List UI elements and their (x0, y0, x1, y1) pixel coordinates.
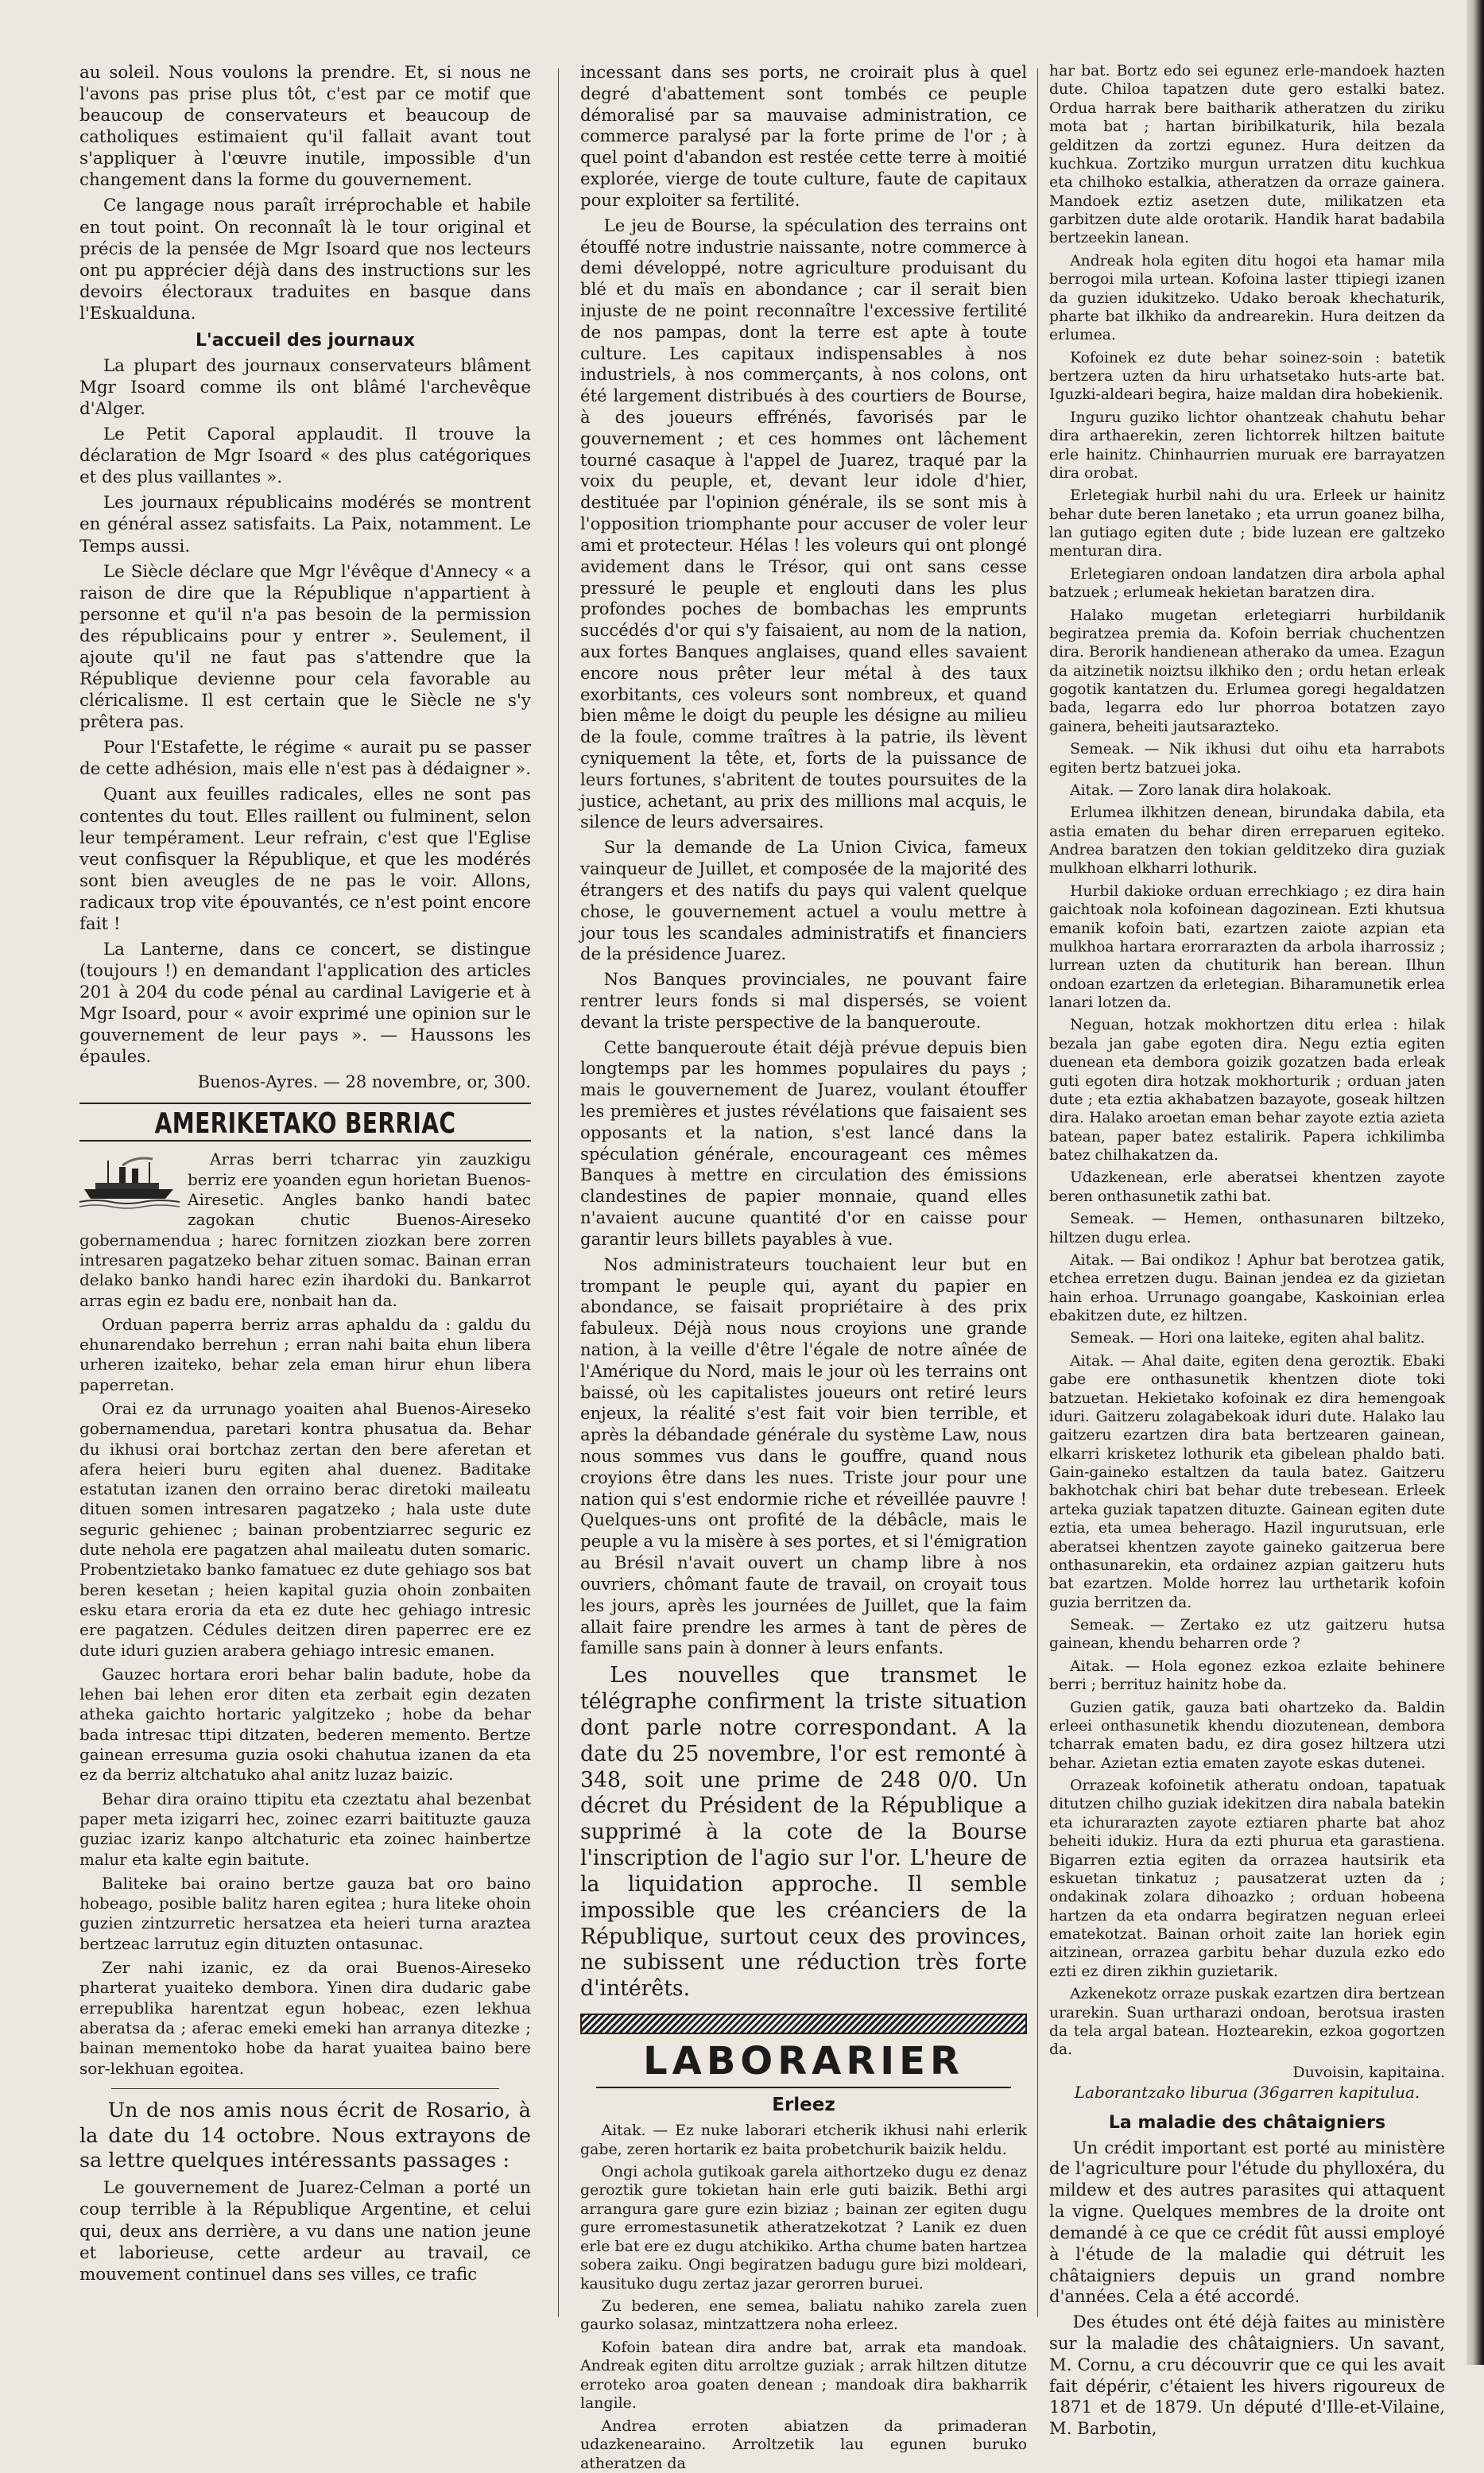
article-paragraph: Un de nos amis nous écrit de Rosario, à la date du 14 octobre. Nous extrayons de sa lettre quelques intéressants passages : (79, 2099, 531, 2173)
author-signature: Duvoisin, kapitaina. (1292, 2063, 1445, 2081)
article-paragraph: Orai ez da urrunago yoaiten ahal Buenos-Aireseko gobernamendua, paretari kontra phusatua da. Behar du ikhusi orai bortchaz zertan den bere aferetan et afera heieri buru egiten ahal duenez. Baditake estatutan izanen den orraino berac diretoki maileatu dituen somen intresaren pagatzeko ; hala uste dute seguric gehienec ; bainan probentziarrec seguric ez dute nehola ere pagatzen ahal maileatu duten somaric. Probentzietako banko famatuec ez dute gehiago sos bat beren kesetan ; heien kapital guzia ohoin zonbaiten esku etara eroria da eta ez dute hec gehiago intresic ere pagatzen. Cédules deitzen diren paperrec ere ez dute iduri guzien arabera gehiago intresic emanen. (79, 1399, 531, 1660)
article-paragraph: incessant dans ses ports, ne croirait plus à quel degré d'abattement sont tombés ce peuple démoralisé par sa mauvaise administration, ce commerce paralysé par la forte prime de l'or ; à quel point d'abandon est restée cette terre à moitié explorée, vierge de toute culture, faute de capitaux pour exploiter sa fertilité. (580, 62, 1027, 210)
dateline: Buenos-Ayres. — 28 novembre, or, 300. (197, 1072, 531, 1092)
article-paragraph: Halako mugetan erletegiarri hurbildanik begiratzea premia da. Kofoin berriak chuchentzen dira. Berorik handienean atherako da umea. Ezagun da aitzinetik noiztsu ilkhiko den ; ordu hetan erleak gogotik kantatzen du. Erlumea goregi hegaldatzen bada, legarra edo lur phorroa botatzen zayo gainera, beheiti jautsarazteko. (1049, 607, 1445, 735)
article-paragraph: Semeak. — Nik ikhusi dut oihu eta harrabots egiten bertz batzuei joka. (1049, 741, 1445, 777)
article-paragraph: Aitak. — Hola egonez ezkoa ezlaite behinere berri ; berrituz hainitz hobe da. (1049, 1657, 1445, 1694)
article-paragraph: Erletegiaren ondoan landatzen dira arbola aphal batzuek ; erlumeak hekietan baratzen dira. (1049, 565, 1445, 602)
article-paragraph: Udazkenean, erle aberatsei khentzen zayote beren onthasunetik zathi bat. (1049, 1169, 1445, 1205)
article-paragraph: Kofoin batean dira andre bat, arrak eta mandoak. Andreak egiten ditu arroltze guziak ; arrak hiltzen ditutze erroteko aroa goaten denean ; mandoak dira bakharrik langile. (580, 2338, 1027, 2413)
article-paragraph: Arras berri tcharrac yin zauzkigu berriz ere yoanden egun horietan Buenos-Airesetic. Angles banko handi batec zagokan chutic Buenos-Aireseko gobernamendua ; harec fornitzen ziozkan bere zorren intresaren pagatzeko behar zituen somac. Bainan erran delako banko handi harec ezin ihardoki du. Bankarrot arras egin ez badu ere, nonbait han da. (79, 1149, 531, 1310)
article-paragraph: Gauzec hortara erori behar balin badute, hobe da lehen bai lehen eror diten eta zerbait egin dezaten atheka gaichto hortaric yalgitzeko ; hobe da behar bada intresac ttipi ditzaten, bederen memento. Bertze gainean erresuma guzia osoki chahutua izanen da eta ez da berriz altchatuko ahal anitz luzaz baizic. (79, 1664, 531, 1785)
article-paragraph: Nos administrateurs touchaient leur but en trompant le peuple qui, ayant du papier en abondance, se faisait propriétaire à des prix fabuleux. Déjà nous nous croyions une grande nation, à la veille d'être l'égale de notre aînée de l'Amérique du Nord, mais le jour où les terrains ont baissé, où les capitalistes joueurs ont retiré leurs enjeux, la réalité s'est fait voir bien terrible, et après la débandade générale du système Law, nous nous sommes vus dans le gouffre, quand nous croyions être dans les nues. Triste jour pour une nation qui s'est endormie riche et réveillée pauvre ! Quelques-uns ont profité de la débâcle, mais le peuple a vu la misère à ses portes, et si l'émigration au Brésil n'avait ouvert un champ libre à nos ouvriers, chômant faute de travail, on croyait tous les jours, après les journées de Juillet, que la faim allait faire prendre les armes à tant de pères de famille sans pain à donner à leurs enfants. (580, 1254, 1027, 1658)
article-paragraph: Orduan paperra berriz arras aphaldu da : galdu du ehunarendako berrehun ; erran nahi baita ehun libera urheren izaiteko, behar zela eman hirur ehun libera paperretan. (79, 1314, 531, 1394)
article-paragraph: Andrea erroten abiatzen da primaderan udazkenearaino. Arroltzetik lau egunen buruko atheratzen da (580, 2417, 1027, 2472)
article-paragraph: La plupart des journaux conservateurs blâment Mgr Isoard comme ils ont blâmé l'archevêque d'Alger. (79, 355, 531, 420)
section-subtitle: Erleez (772, 2095, 835, 2116)
article-paragraph: Les nouvelles que transmet le télégraphe confirment la triste situation dont parle notre correspondant. A la date du 25 novembre, l'or est remonté à 348, soit une prime de 248 0/0. Un décret du Président de la République a supprimé à la cote de la Bourse l'inscription de l'agio sur l'or. L'heure de la liquidation approche. Il semble impossible que les créanciers de la République, surtout ceux des provinces, ne subissent une réduction très forte d'intérêts. (580, 1663, 1027, 2002)
article-paragraph: Guzien gatik, gauza bati ohartzeko da. Baldin erleei onthasunetik khendu diozutenean, dembora tcharrak ematen badu, ez dira gosez hiltzera utzi behar. Azietan eztia ematen zayote eskas dutenei. (1049, 1699, 1445, 1772)
section-header (79, 1103, 531, 1142)
article-paragraph: Ongi achola gutikoak garela aithortzeko dugu ez denaz geroztik gure tokietan hain erle guti baizik. Bethi argi arrangura gare gure ezin biziaz ; bainan zer egiten dugu gure erromestasunetik atheratzekotzat ? Lanik ez duen erle bat ere ez dugu atchikiko. Artha chume baten hartzea sobera zaiku. Ongi begiratzen badugu gure bizi moldeari, kausituko dugu zertaz jazar gerorren buruei. (580, 2162, 1027, 2293)
column-rule (558, 68, 559, 2317)
article-paragraph: Azkenekotz orraze puskak ezartzen dira bertzean urarekin. Suan urtharazi ondoan, berotsua irasten da tela argal batean. Hoztearekin, ezkoa gogortzen da. (1049, 1986, 1445, 2059)
article-paragraph: Semeak. — Hori ona laiteke, egiten ahal balitz. (1070, 1330, 1425, 1347)
article-paragraph: Les journaux républicains modérés se montrent en général assez satisfaits. La Paix, notamment. Le Temps aussi. (79, 493, 531, 556)
article-paragraph: Le Siècle déclare que Mgr l'évêque d'Annecy « a raison de dire que la République n'appartient à personne et qu'il n'a pas besoin de la permission des républicains pour y entrer ». Seulement, il ajoute qu'il ne faut pas s'attendre que la République devienne pour cela favorable au cléricalisme. Il est certain que le Siècle ne s'y prêtera pas. (79, 561, 531, 733)
article-paragraph: Erlumea ilkhitzen denean, birundaka dabila, eta astia ematen du behar diren erreparuen egiteko. Andrea baratzen den tokian gelditzeko dira guziak mulkhoan elkharri lothurik. (1049, 804, 1445, 878)
article-paragraph: Semeak. — Hemen, onthasunaren biltzeko, hiltzen dugu erlea. (1049, 1211, 1445, 1246)
divider (596, 2087, 1011, 2088)
article-paragraph: Aitak. — Bai ondikoz ! Aphur bat berotzea gatik, etchea erretzen dugu. Bainan jendea ez da gizietan hain erhoa. Urrunago goangabe, Kaskoinian erlea ebakitzen dute, ez hiltzen. (1049, 1251, 1445, 1324)
article-paragraph: Behar dira oraino ttipitu eta czeztatu ahal bezenbat paper meta izigarri hec, zoinec ezarri baitituzte gauza guziac izariz kanpo altchaturic eta zoinec hainbertze malur eta kalte egin baitute. (79, 1789, 531, 1869)
article-paragraph: Neguan, hotzak mokhortzen ditu erlea : hilak bezala jan gabe egoten dira. Negu eztia egiten duenean eta dembora goizik gozatzen bada erleak guti egoten dira hotzak mokhorturik ; orduan jaten dute ; eta eztia akhabatzen bazayote, goseak hiltzen dira. Halako aroetan eman behar zayote eztia azieta batean, paper batez estalirik. Papera ichkilimba batez chilhakatzen da. (1049, 1017, 1445, 1164)
divider (111, 2088, 499, 2090)
article-paragraph: Le Petit Caporal applaudit. Il trouve la déclaration de Mgr Isoard « des plus catégoriques et des plus vaillantes ». (79, 424, 531, 488)
article-paragraph: Sur la demande de La Union Civica, fameux vainqueur de Juillet, et composée de la majorité des étrangers et des natifs du pays qui valent quelque chose, le gouvernement actuel a voulu mettre à jour tous les scandales administratifs et financiers de la présidence Juarez. (580, 837, 1027, 964)
article-paragraph: Cette banqueroute était déjà prévue depuis bien longtemps par les hommes populaires du pays ; mais le gouvernement de Juarez, voulant étouffer les premières et justes révélations que faisaient ses opposants et la nation, s'est lancé dans la spéculation générale, encourageant ces mêmes Banques à mettre en circulation des émissions clandestines de papier monnaie, quand elles n'avaient aucune quantité d'or en caisse pour garantir leurs billets payables à vue. (580, 1037, 1027, 1249)
article-paragraph: Kofoinek ez dute behar soinez-soin : batetik bertzera uzten da hiru urhatsetako huts-arte bat. Iguzki-aldeari begira, haize maldan dira hobekienik. (1049, 349, 1445, 404)
hatched-banner (580, 2014, 1027, 2034)
article-paragraph: Semeak. — Zertako ez utz gaitzeru hutsa gainean, khendu beharren orde ? (1049, 1617, 1445, 1653)
article-paragraph: Aitak. — Ez nuke laborari etcherik ikhusi nahi erlerik gabe, zeren hortarik ez baita probetchurik baizik heldu. (580, 2122, 1027, 2158)
section-heading: L'accueil des journaux (196, 330, 415, 351)
article-paragraph: La Lanterne, dans ce concert, se distingue (toujours !) en demandant l'application des articles 201 à 204 du code pénal au cardinal Lavigerie et à Mgr Isoard, pour « avoir exprimé une opinion sur le gouvernement de leur pays ». — Haussons les épaules. (79, 939, 531, 1068)
section-heading: La maladie des châtaigniers (1108, 2112, 1386, 2133)
article-paragraph: Zer nahi izanic, ez da orai Buenos-Aireseko pharterat yuaiteko dembora. Yinen dira dudaric gabe errepublika harentzat egun hobeac, ezen lekhua aberatsa da ; aferac emeki emeki han arranya ditezke ; bainan mementoko hobe da harat yuaitea baino bere sor-lekhuan egoitea. (79, 1958, 531, 2078)
article-paragraph: Des études ont été déjà faites au ministère sur la maladie des châtaigniers. Un savant, M. Cornu, a cru découvrir que ce qui les avait fait dépérir, c'étaient les hivers rigoureux de 1871 et de 1879. Un député d'Ille-et-Vilaine, M. Barbotin, (1049, 2312, 1445, 2439)
article-paragraph: Andreak hola egiten ditu hogoi eta hamar mila berrogoi mila urtean. Kofoina laster ttipiegi izanen da guzien idukitzeko. Udako beroak khechaturik, pharte bat ilkhiko da andrearekin. Hura deitzen da erlumea. (1049, 252, 1445, 344)
section-title: LABORARIER (643, 2039, 964, 2084)
page-binding-edge (1467, 0, 1484, 2365)
column-rule (1037, 68, 1038, 2317)
article-paragraph: Inguru guziko lichtor ohantzeak chahutu behar dira arthaerekin, zeren lichtorrek hiltzen baitute erle hainitz. Chinhaurrien muruak ere barrayatzen dira orobat. (1049, 409, 1445, 482)
article-paragraph: Erletegiak hurbil nahi du ura. Erleek ur hainitz behar dute beren lanetako ; eta urrun goanez bilha, lan gutiago egiten dute ; bide luzean ere galtzeko menturan dira. (1049, 487, 1445, 560)
article-paragraph: Orrazeak kofoinetik atheratu ondoan, tapatuak ditutzen chilho guziak idekitzen dira nabala batekin eta ichurarazten zayote eztiaren pharte bat ahoz beheiti idukiz. Hura da ezti phurua eta garastiena. Bigarren eztia egiten da orrazea hautsirik eta eskuetan tinkatuz ; pausatzerat uzten da ; ondakinak zolara dihoazko ; orduan hobeena hartzen da eta ondarra begiratzen neguan erleei ematekotzat. Bainan orhoit zaite lan horiek egin aitzinean, orrazea garbitu behar duzula ezko edo ezti ez diren zikhin guzietarik. (1049, 1777, 1445, 1980)
article-paragraph: har bat. Bortz edo sei egunez erle-mandoek hazten dute. Chiloa tapatzen dute gero estalki batez. Ordua harrak bere baitharik atheratzen du ziriku mota bat ; hartan biribilkaturik, hila bezala gelditzen da zortzi egunez. Hura deitzen da kuchkua. Zortziko murgun urratzen ditu kuchkua eta chilhoko estalkia, atheratzen da orraze gainera. Mandoek eztiz asetzen dute, milikatzen eta garbitzen dute alde orotarik. Handik harat badabila bertzeekin lanean. (1049, 63, 1445, 247)
article-paragraph: Zu bederen, ene semea, baliatu nahiko zarela zuen gaurko solasaz, mintzattzera noha erleez. (580, 2297, 1027, 2334)
article-paragraph: Baliteke bai oraino bertze gauza bat oro baino hobeago, posible balitz haren egitea ; hura liteke ohoin guzien zintzurretic hersatzea eta heieri turna araztea bertzeac larrutuz egin dituzten ontasunac. (79, 1873, 531, 1953)
article-paragraph: au soleil. Nous voulons la prendre. Et, si nous ne l'avons pas prise plus tôt, c'est par ce motif que beaucoup de conservateurs et beaucoup de catholiques estimaient qu'il fallait avant tout s'appliquer à l'œuvre inutile, impossible d'un changement dans la forme du gouvernement. (79, 63, 531, 191)
article-paragraph: Pour l'Estafette, le régime « aurait pu se passer de cette adhésion, mais elle n'est pas à dédaigner ». (79, 738, 531, 780)
source-citation: Laborantzako liburua (36garren kapitulua. (1074, 2082, 1420, 2102)
article-paragraph: Aitak. — Zoro lanak dira holakoak. (1070, 781, 1332, 799)
section-header (580, 2014, 1027, 2088)
article-paragraph: Nos Banques provinciales, ne pouvant faire rentrer leurs fonds si mal dispersés, se voient devant la triste perspective de la banqueroute. (580, 969, 1027, 1032)
article-paragraph: Ce langage nous paraît irréprochable et habile en tout point. On reconnaît là le tour original et précis de la pensée de Mgr Isoard que nos lecteurs ont pu apprécier déjà dans des instructions sur les devoirs électoraux traduites en basque dans l'Eskualduna. (79, 196, 531, 324)
steamship-icon (79, 1154, 180, 1210)
article-paragraph: Quant aux feuilles radicales, elles ne sont pas contentes du tout. Elles raillent ou fulminent, selon leur tempérament. Leur refrain, c'est que l'Eglise veut confisquer la République, et que les modérés sont bien aveugles de ne pas le voir. Allons, radicaux trop vite épouvantés, ce n'est point encore fait ! (79, 785, 531, 934)
article-paragraph: Le gouvernement de Juarez-Celman a porté un coup terrible à la République Argentine, et celui qui, deux ans derrière, a vu dans une nation jeune et laborieuse, cette ardeur au travail, ce mouvement continuel dans ses villes, ce trafic (79, 2178, 531, 2285)
article-paragraph: Hurbil dakioke orduan errechkiago ; ez dira hain gaichtoak nola kofoinean dagozinean. Ezti khutsua emanik kofoin bati, ezartzen zaiote azpian eta mulkhoa hartara erorrarazten da arbola iharrossiz ; lurrean uzten da chutiturik han berean. Ilhun ondoan ezartzen da erletegian. Biharamunetik erlea lanari lotzen da. (1049, 882, 1445, 1011)
column-1 (79, 62, 531, 2333)
divider (79, 1140, 531, 1142)
article-paragraph: Le jeu de Bourse, la spéculation des terrains ont étouffé notre industrie naissante, notre commerce à demi développé, notre agriculture produisant du blé et du maïs en abondance ; car il serait bien injuste de ne point reconnaître l'excessive fertilité de nos pampas, dont la terre est apte à toute culture. Les capitaux indispensables à nos industriels, à nos commerçants, à nos colons, ont été largement distribués à des courtiers de Bourse, à des joueurs effrénés, favorisés par le gouvernement ; et ces hommes ont lâchement tourné casaque à l'appel de Juarez, traqué par la voix du peuple, et, devant leur idole d'hier, destituée par l'opinion générale, ils se sont mis à l'opposition triomphante pour accuser de voler leur ami et protecteur. Hélas ! les voleurs qui ont plongé avidement dans le Trésor, qui ont sans cesse pressuré le peuple et englouti dans les plus profondes poches de bombachas les emprunts succédés d'or qui s'y faisaient, au nom de la nation, aux fortes Banques anglaises, quand elles savaient encore nous prêter leur métal à des taux exorbitants, ces voleurs sont nombreux, et quand bien même le doigt du peuple les désigne au milieu de la foule, comme traîtres à la patrie, ils lèvent cyniquement la tête, et, forts de la puissance de leurs fortunes, s'abritent de toutes poursuites de la justice, achetant, au prix des millions mal acquis, le silence de leurs adversaires. (580, 215, 1027, 832)
article-paragraph: Aitak. — Ahal daite, egiten dena geroztik. Ebaki gabe ere onthasunetik khentzen diote toki batzuetan. Hekietako kofoinak ez dira hemengoak iduri. Gaitzeru zolagabekoak iduri dute. Halako lau gaitzeru ezartzen dira bata bertzearen gainean, elkarri krisketez lothurik eta gibelean phaldo bati. Gain-gaineko estaltzen da taula batez. Gaitzeru bakhotchak chiri bat behar dute trebesean. Erleek arteka guziak tapatzen dituzte. Gainean egiten dute eztia, eta umea beherago. Hazil ingurutsuan, erle aberatsei khentzen zayote gaineko gaitzerua bere onthasunarekin, eta ordainez azpian gaitzeru huts bat ezartzen. Molde horrez lau urthetarik kofoin guzia berritzen da. (1049, 1352, 1445, 1611)
article-paragraph: Un crédit important est porté au ministère de l'agriculture pour l'étude du phylloxéra, du mildew et des autres parasites qui attaquent la vigne. Quelques membres de la droite ont demandé à ce que ce crédit fût aussi employé à l'étude de la maladie qui détruit les châtaigniers depuis un grand nombre d'années. Cela a été accordé. (1049, 2137, 1445, 2307)
section-title: AMERIKETAKO BERRIAC (154, 1107, 456, 1141)
divider (79, 1103, 531, 1104)
column-2 (580, 62, 1027, 2472)
column-3 (1049, 62, 1445, 2439)
